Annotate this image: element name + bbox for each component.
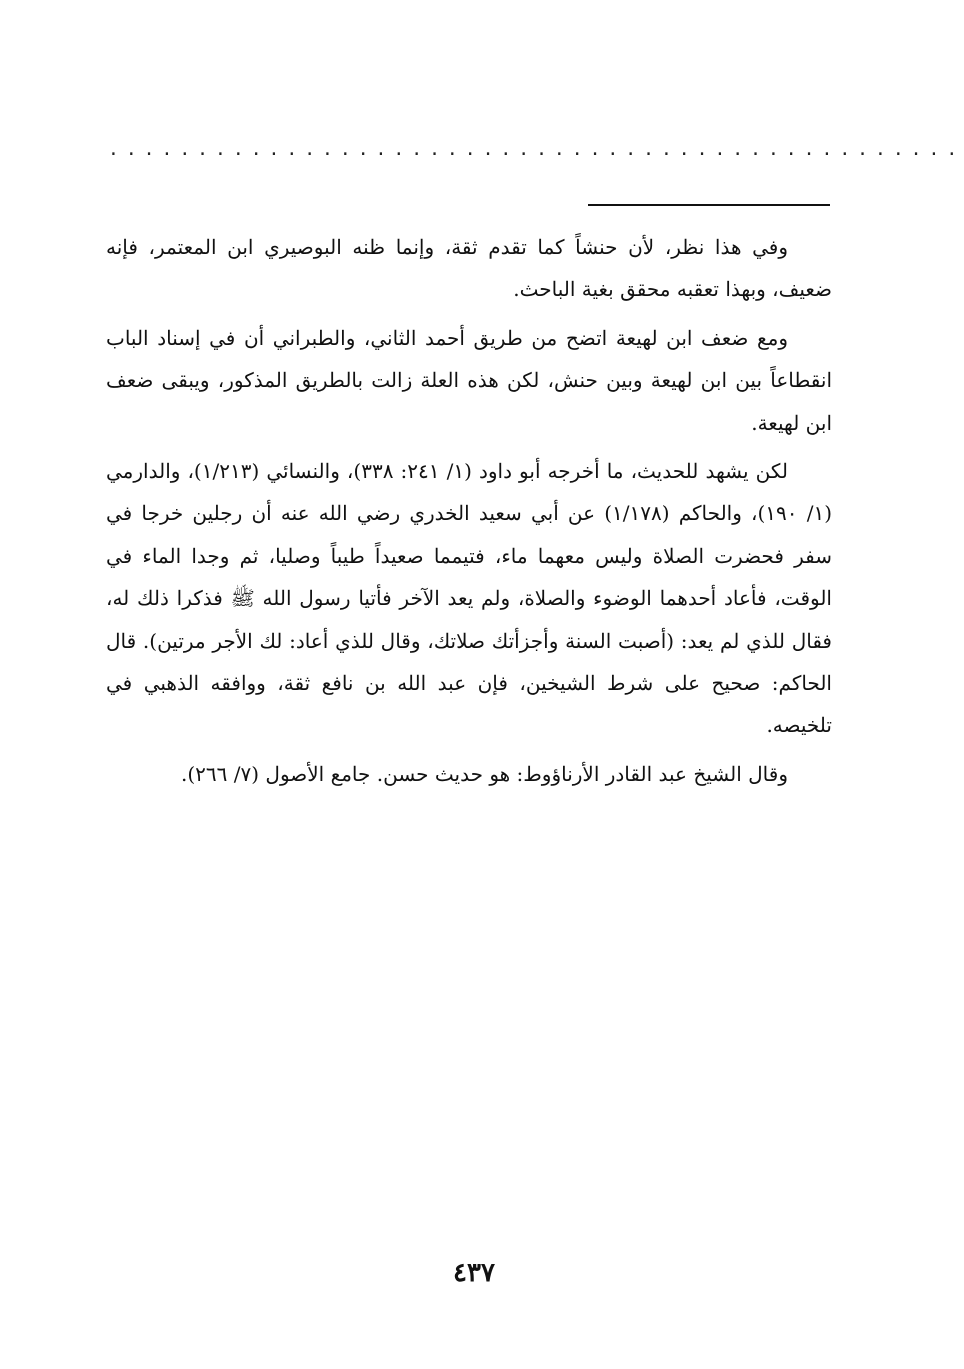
footnote-divider (588, 204, 830, 206)
footnote-paragraph: ومع ضعف ابن لهيعة اتضح من طريق أحمد الثاني، والطبراني أن في إسناد الباب انقطاعاً بين ابن لهيعة وبين حنش، لكن هذه العلة زالت بالطريق المذكور، ويبقى ضعف ابن لهيعة. (106, 325, 832, 435)
footnote-paragraph: وقال الشيخ عبد القادر الأرناؤوط: هو حديث حسن. جامع الأصول (٧/ ٢٦٦). (180, 761, 788, 786)
footnote-paragraph: لكن يشهد للحديث، ما أخرجه أبو داود (١/ ٢٤١: ٣٣٨)، والنسائي (١/٢١٣)، والدارمي (١/ ١٩٠)، والحاكم (١/١٧٨) عن أبي سعيد الخدري رضي الله عنه أن رجلين خرجا في سفر فحضرت الصلاة وليس معهما ماء، فتيمما صعيداً طيباً وصليا، ثم وجدا الماء في الوقت، فأعاد أحدهما الوضوء والصلاة، ولم يعد الآخر فأتيا رسول الله ﷺ فذكرا ذلك له، فقال للذي لم يعد: (أصبت السنة وأجزأتك صلاتك، وقال للذي أعاد: لك الأجر مرتين). قال الحاكم: صحيح على شرط الشيخين، فإن عبد الله بن نافع ثقة، ووافقه الذهبي في تلخيصه. (106, 459, 832, 738)
footnote-paragraph: وفي هذا نظر، لأن حنشاً كما تقدم ثقة، وإنما ظنه البوصيري ابن المعتمر، فإنه ضعيف، وبهذا تعقبه محقق بغية الباحث. (106, 235, 832, 302)
page-number: ٤٣٧ (453, 1258, 495, 1288)
dotted-separator: ................................................ (108, 139, 964, 160)
footnotes-text (106, 226, 832, 795)
